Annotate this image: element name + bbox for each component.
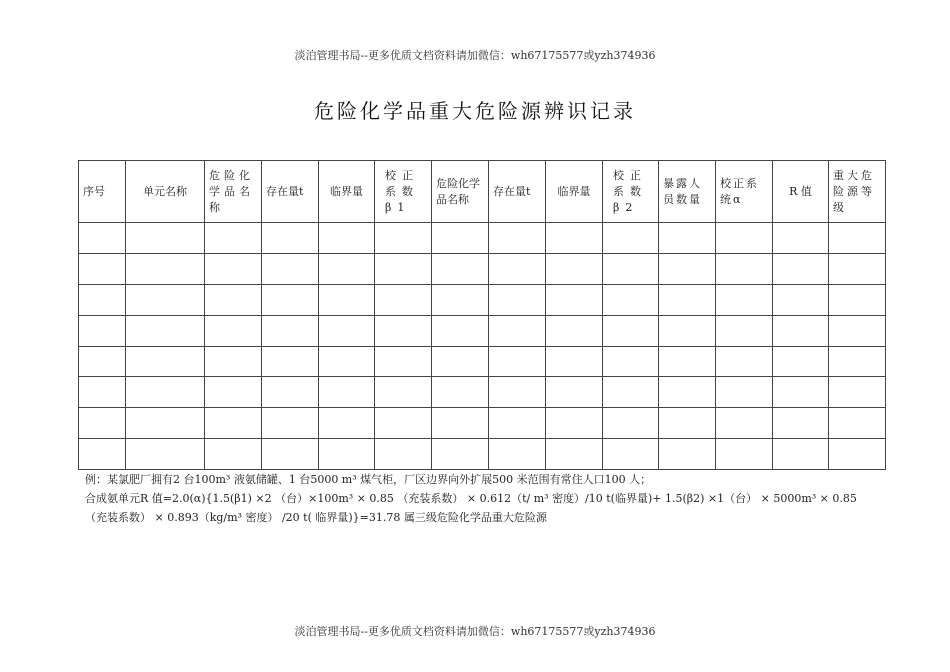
table-cell[interactable] — [603, 439, 659, 470]
table-cell[interactable] — [432, 315, 489, 346]
table-cell[interactable] — [546, 346, 603, 377]
table-cell[interactable] — [262, 377, 319, 408]
table-cell[interactable] — [262, 439, 319, 470]
table-cell[interactable] — [205, 223, 262, 254]
table-row — [79, 284, 886, 315]
footer-note: 淡泊管理书局--更多优质文档资料请加微信：wh67175577或yzh374936 — [294, 625, 656, 638]
table-cell[interactable] — [432, 223, 489, 254]
table-cell[interactable] — [126, 315, 205, 346]
table-cell[interactable] — [546, 439, 603, 470]
table-header-row — [79, 161, 886, 223]
table-cell[interactable] — [489, 284, 546, 315]
column-header: 单元名称 — [126, 161, 205, 223]
table-cell[interactable] — [829, 284, 886, 315]
table-cell[interactable] — [829, 253, 886, 284]
table-cell[interactable] — [603, 253, 659, 284]
table-row — [79, 223, 886, 254]
table-cell[interactable] — [773, 284, 829, 315]
table-row — [79, 408, 886, 439]
table-cell[interactable] — [126, 408, 205, 439]
table-cell[interactable] — [205, 284, 262, 315]
table-cell[interactable] — [829, 223, 886, 254]
table-cell[interactable] — [716, 408, 773, 439]
table-cell[interactable] — [432, 377, 489, 408]
table-cell[interactable] — [546, 315, 603, 346]
table-cell[interactable] — [319, 253, 375, 284]
table-cell[interactable] — [659, 315, 716, 346]
table-cell[interactable] — [603, 377, 659, 408]
table-cell[interactable] — [319, 346, 375, 377]
table-cell[interactable] — [79, 408, 126, 439]
table-cell[interactable] — [659, 408, 716, 439]
table-cell[interactable] — [773, 439, 829, 470]
table-cell[interactable] — [659, 223, 716, 254]
table-cell[interactable] — [375, 253, 432, 284]
table-cell[interactable] — [716, 377, 773, 408]
table-cell[interactable] — [126, 377, 205, 408]
column-header: 重大危险源等级 — [829, 161, 886, 223]
table-cell[interactable] — [603, 346, 659, 377]
table-row — [79, 315, 886, 346]
table-cell[interactable] — [489, 439, 546, 470]
header-note: 淡泊管理书局--更多优质文档资料请加微信：wh67175577或yzh374936 — [294, 49, 656, 62]
column-header: 序号 — [79, 161, 126, 223]
table-cell[interactable] — [262, 223, 319, 254]
table-cell[interactable] — [319, 408, 375, 439]
table-cell[interactable] — [829, 439, 886, 470]
table-cell[interactable] — [716, 315, 773, 346]
example-note-line: 例：某氯肥厂拥有2 台100m³ 液氨储罐、1 台5000 m³ 煤气柜，厂区边界向外扩展500 米范围有常住人口100 人； — [85, 473, 652, 486]
table-cell[interactable] — [716, 223, 773, 254]
table-row — [79, 253, 886, 284]
table-cell[interactable] — [79, 439, 126, 470]
table-cell[interactable] — [79, 315, 126, 346]
page-title: 危险化学品重大危险源辨识记录 — [314, 99, 636, 123]
table-cell[interactable] — [126, 223, 205, 254]
table-cell[interactable] — [432, 253, 489, 284]
table-cell[interactable] — [205, 408, 262, 439]
table-cell[interactable] — [262, 408, 319, 439]
table-cell[interactable] — [659, 346, 716, 377]
table-cell[interactable] — [489, 346, 546, 377]
table-cell[interactable] — [716, 284, 773, 315]
table-body — [79, 223, 886, 470]
table-cell[interactable] — [773, 253, 829, 284]
table-cell[interactable] — [205, 377, 262, 408]
record-table — [78, 160, 886, 470]
table-cell[interactable] — [829, 377, 886, 408]
table-cell[interactable] — [262, 315, 319, 346]
table-cell[interactable] — [546, 377, 603, 408]
table-row — [79, 439, 886, 470]
column-header: 存在量t — [489, 161, 546, 223]
column-header: R 值 — [773, 161, 829, 223]
table-row — [79, 377, 886, 408]
table-cell[interactable] — [432, 408, 489, 439]
table-cell[interactable] — [546, 408, 603, 439]
column-header: 临界量 — [546, 161, 603, 223]
table-cell[interactable] — [79, 253, 126, 284]
table-cell[interactable] — [603, 284, 659, 315]
table-cell[interactable] — [773, 377, 829, 408]
table-cell[interactable] — [773, 223, 829, 254]
column-header: 校正系数β2 — [603, 161, 659, 223]
column-header: 危险化学品名称 — [205, 161, 262, 223]
column-header: 暴露人员数量 — [659, 161, 716, 223]
table-cell[interactable] — [79, 223, 126, 254]
table-cell[interactable] — [262, 284, 319, 315]
table-cell[interactable] — [829, 346, 886, 377]
table-cell[interactable] — [319, 315, 375, 346]
table-cell[interactable] — [829, 315, 886, 346]
table-cell[interactable] — [716, 253, 773, 284]
column-header: 临界量 — [319, 161, 375, 223]
table-cell[interactable] — [79, 377, 126, 408]
table-cell[interactable] — [262, 346, 319, 377]
example-note — [85, 470, 877, 527]
table-cell[interactable] — [489, 223, 546, 254]
table-cell[interactable] — [375, 439, 432, 470]
table-cell[interactable] — [205, 253, 262, 284]
table-cell[interactable] — [716, 346, 773, 377]
column-header: 危险化学品名称 — [432, 161, 489, 223]
table-cell[interactable] — [375, 408, 432, 439]
table-cell[interactable] — [489, 315, 546, 346]
table-cell[interactable] — [79, 346, 126, 377]
table-cell[interactable] — [603, 315, 659, 346]
table-cell[interactable] — [375, 284, 432, 315]
column-header: 存在量t — [262, 161, 319, 223]
table-cell[interactable] — [319, 377, 375, 408]
table-cell[interactable] — [375, 346, 432, 377]
example-note-calculation: 合成氨单元R 值=2.0(α){1.5(β1) ×2 （台）×100m³ × 0.85 （充装系数） × 0.612（t/ m³ 密度）/10 t(临界量)+ 1.5(β2) ×1（台） × 5000m³ × 0.85 （充装系数） × 0.893（kg/m³ 密度） /20 t( 临界量)}=31.78 属三级危险化学品重大危险源 — [85, 492, 857, 524]
table-cell[interactable] — [262, 253, 319, 284]
table-cell[interactable] — [319, 223, 375, 254]
table-cell[interactable] — [375, 377, 432, 408]
table-cell[interactable] — [489, 377, 546, 408]
table-row — [79, 346, 886, 377]
column-header: 校正系数β1 — [375, 161, 432, 223]
table-cell[interactable] — [659, 439, 716, 470]
table-cell[interactable] — [489, 408, 546, 439]
table-cell[interactable] — [716, 439, 773, 470]
table-cell[interactable] — [546, 284, 603, 315]
table-cell[interactable] — [79, 284, 126, 315]
column-header: 校正系统α — [716, 161, 773, 223]
table-cell[interactable] — [659, 253, 716, 284]
table-cell[interactable] — [546, 223, 603, 254]
table-cell[interactable] — [126, 284, 205, 315]
table-cell[interactable] — [432, 439, 489, 470]
table-cell[interactable] — [126, 439, 205, 470]
table-cell[interactable] — [829, 408, 886, 439]
table-cell[interactable] — [205, 315, 262, 346]
table-cell[interactable] — [375, 315, 432, 346]
table-cell[interactable] — [603, 408, 659, 439]
table-cell[interactable] — [546, 253, 603, 284]
table-cell[interactable] — [773, 315, 829, 346]
table-cell[interactable] — [205, 439, 262, 470]
table-cell[interactable] — [773, 408, 829, 439]
table-cell[interactable] — [659, 284, 716, 315]
table-cell[interactable] — [773, 346, 829, 377]
table-cell[interactable] — [319, 284, 375, 315]
table-cell[interactable] — [659, 377, 716, 408]
table-cell[interactable] — [126, 346, 205, 377]
table-cell[interactable] — [603, 223, 659, 254]
table-cell[interactable] — [375, 223, 432, 254]
table-cell[interactable] — [205, 346, 262, 377]
table-cell[interactable] — [489, 253, 546, 284]
table-cell[interactable] — [432, 284, 489, 315]
table-cell[interactable] — [126, 253, 205, 284]
table-cell[interactable] — [432, 346, 489, 377]
table-cell[interactable] — [319, 439, 375, 470]
